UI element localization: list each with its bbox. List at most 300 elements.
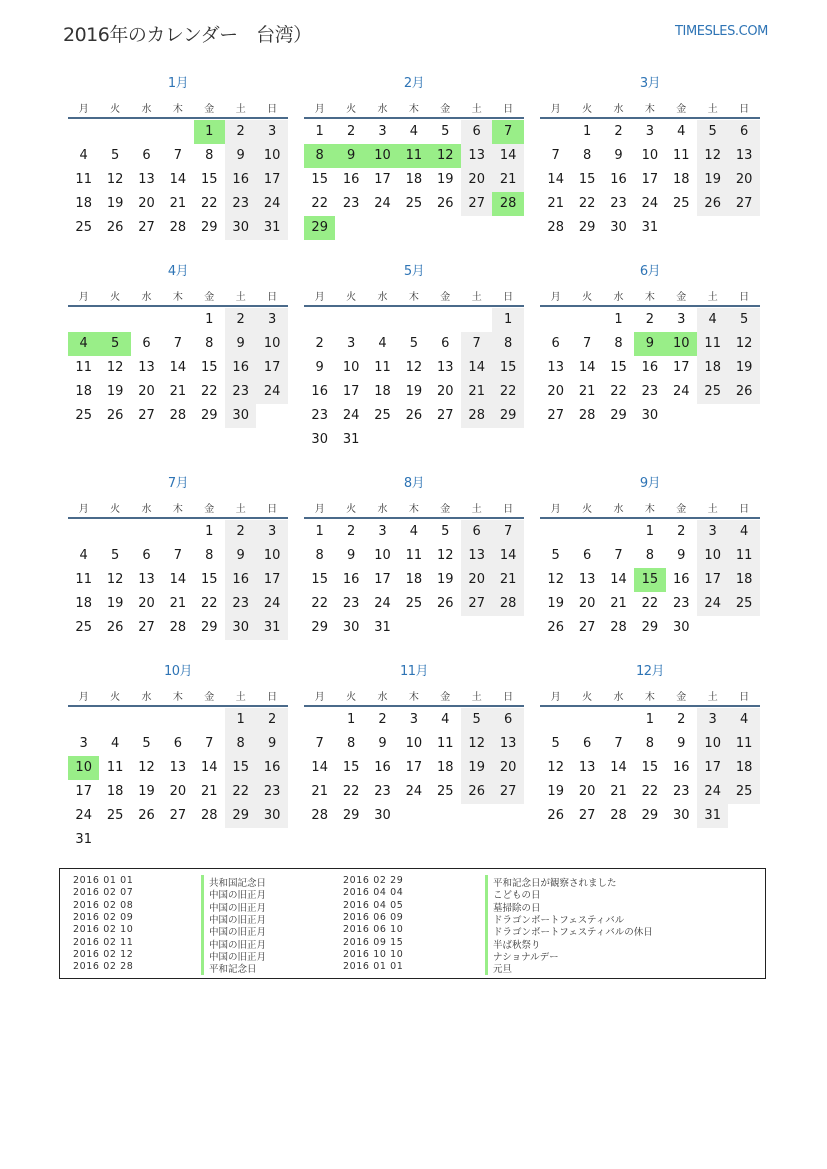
- day-cell: 22: [311, 596, 328, 611]
- month-name: 4月: [167, 264, 189, 279]
- day-cell: 22: [201, 384, 218, 399]
- day-cell: 26: [461, 780, 492, 804]
- day-cell: 15: [311, 572, 328, 587]
- day-cell: 28: [461, 404, 492, 428]
- weekday-label: 日: [503, 504, 514, 515]
- holiday-name: こどもの日: [485, 887, 541, 901]
- day-cell: 30: [225, 404, 256, 428]
- holiday-date: 2016 01 01: [343, 961, 404, 973]
- day-cell: 6: [142, 336, 151, 351]
- weekday-label: 水: [141, 292, 152, 303]
- day-cell: 20: [169, 784, 187, 799]
- day-cell: 12: [138, 760, 155, 775]
- day-cell: 6: [173, 736, 183, 751]
- day-cell: 5: [409, 336, 419, 351]
- day-cell: 14: [461, 356, 492, 380]
- header-rule: [68, 705, 288, 707]
- day-cell: 26: [697, 192, 728, 216]
- day-cell: 12: [547, 760, 564, 775]
- weekday-label: 土: [235, 292, 246, 303]
- day-cell: 4: [378, 336, 387, 351]
- day-cell: 15: [342, 760, 360, 775]
- holiday-name: ナショナルデー: [485, 949, 559, 963]
- weekday-label: 水: [613, 504, 624, 515]
- day-cell: 22: [492, 380, 523, 404]
- weekday-label: 日: [267, 104, 278, 115]
- day-cell: 24: [673, 384, 690, 399]
- weekday-label: 木: [408, 292, 419, 303]
- day-cell: 9: [677, 736, 686, 751]
- weekday-label: 火: [582, 692, 593, 703]
- day-cell: 15: [201, 572, 218, 587]
- weekday-label: 火: [110, 504, 121, 515]
- day-cell: 20: [437, 384, 454, 399]
- day-cell: 10: [374, 548, 391, 563]
- day-cell: 3: [346, 336, 356, 351]
- day-cell: 27: [578, 808, 596, 823]
- day-cell: 8: [346, 736, 356, 751]
- day-cell: 8: [645, 736, 655, 751]
- day-cell: 17: [697, 756, 728, 780]
- day-cell: 23: [342, 196, 360, 211]
- day-cell: 25: [673, 196, 690, 211]
- day-cell: 8: [645, 548, 655, 563]
- weekday-label: 月: [550, 692, 561, 703]
- holiday-name: 中国の旧正月: [201, 900, 266, 914]
- day-cell: 24: [697, 592, 728, 616]
- day-cell: 14: [610, 572, 627, 587]
- holiday-date: 2016 02 11: [73, 936, 134, 948]
- day-cell: 27: [547, 408, 564, 423]
- day-cell: 12: [697, 144, 728, 168]
- day-cell: 26: [547, 808, 564, 823]
- holiday-day-cell: 10: [68, 756, 99, 780]
- brand-logo-text[interactable]: TIMESLES.COM: [674, 24, 768, 39]
- weekday-label: 火: [110, 692, 121, 703]
- weekday-label: 水: [377, 504, 388, 515]
- day-cell: 5: [142, 736, 151, 751]
- day-cell: 9: [225, 332, 256, 356]
- day-cell: 13: [461, 544, 492, 568]
- day-cell: 31: [641, 220, 659, 235]
- day-cell: 5: [441, 524, 450, 539]
- day-cell: 5: [110, 548, 120, 563]
- day-cell: 5: [551, 548, 560, 563]
- day-cell: 29: [201, 220, 218, 235]
- weekday-label: 金: [676, 104, 687, 115]
- day-cell: 19: [106, 196, 124, 211]
- day-cell: 22: [342, 784, 360, 799]
- weekday-label: 土: [235, 504, 246, 515]
- day-cell: 1: [614, 312, 623, 327]
- month-name: 5月: [403, 264, 425, 279]
- day-cell: 13: [437, 360, 454, 375]
- day-cell: 9: [315, 360, 324, 375]
- day-cell: 13: [728, 144, 759, 168]
- day-cell: 21: [492, 568, 523, 592]
- weekday-label: 木: [408, 104, 419, 115]
- month-name: 11月: [399, 664, 429, 679]
- day-cell: 1: [645, 712, 655, 727]
- day-cell: 15: [578, 172, 596, 187]
- day-cell: 10: [697, 732, 728, 756]
- day-cell: 25: [374, 408, 391, 423]
- day-cell: 15: [641, 760, 659, 775]
- day-cell: 19: [138, 784, 155, 799]
- day-cell: 16: [673, 572, 690, 587]
- day-cell: 24: [405, 784, 423, 799]
- holiday-day-cell: 5: [99, 332, 130, 356]
- holiday-list: [59, 868, 766, 979]
- day-cell: 29: [342, 808, 360, 823]
- weekday-label: 金: [204, 292, 215, 303]
- holiday-day-cell: 11: [398, 144, 429, 168]
- day-cell: 5: [110, 148, 120, 163]
- day-cell: 27: [728, 192, 759, 216]
- day-cell: 13: [547, 360, 564, 375]
- day-cell: 25: [405, 196, 423, 211]
- day-cell: 14: [547, 172, 564, 187]
- day-cell: 13: [138, 572, 155, 587]
- holiday-date: 2016 06 09: [343, 911, 404, 923]
- day-cell: 26: [138, 808, 155, 823]
- day-cell: 12: [728, 332, 759, 356]
- day-cell: 25: [75, 408, 92, 423]
- day-cell: 17: [405, 760, 423, 775]
- day-cell: 15: [201, 172, 218, 187]
- weekday-label: 水: [141, 692, 152, 703]
- holiday-name: 中国の旧正月: [201, 937, 266, 951]
- day-cell: 14: [201, 760, 218, 775]
- holiday-date: 2016 02 09: [73, 911, 134, 923]
- month-name: 3月: [639, 76, 661, 91]
- day-cell: 31: [342, 432, 360, 447]
- day-cell: 28: [610, 808, 627, 823]
- header-rule: [304, 517, 524, 519]
- day-cell: 21: [461, 380, 492, 404]
- day-cell: 23: [374, 784, 391, 799]
- day-cell: 23: [256, 780, 287, 804]
- day-cell: 11: [673, 148, 690, 163]
- weekday-label: 金: [440, 292, 451, 303]
- day-cell: 17: [673, 360, 690, 375]
- weekday-label: 月: [78, 692, 89, 703]
- day-cell: 2: [225, 308, 256, 332]
- weekday-label: 月: [314, 292, 325, 303]
- day-cell: 3: [256, 520, 287, 544]
- day-cell: 22: [201, 196, 218, 211]
- day-cell: 12: [437, 548, 454, 563]
- day-cell: 18: [437, 760, 454, 775]
- day-cell: 23: [641, 384, 659, 399]
- day-cell: 21: [578, 384, 596, 399]
- day-cell: 8: [614, 336, 623, 351]
- day-cell: 24: [374, 196, 391, 211]
- weekday-label: 日: [503, 292, 514, 303]
- weekday-label: 月: [314, 504, 325, 515]
- holiday-day-cell: 9: [335, 144, 366, 168]
- day-cell: 31: [75, 832, 92, 847]
- day-cell: 13: [461, 144, 492, 168]
- day-cell: 19: [106, 384, 124, 399]
- day-cell: 4: [677, 124, 686, 139]
- day-cell: 23: [673, 784, 690, 799]
- day-cell: 30: [225, 616, 256, 640]
- weekday-label: 木: [644, 292, 655, 303]
- day-cell: 17: [256, 568, 287, 592]
- day-cell: 12: [547, 572, 564, 587]
- day-cell: 28: [578, 408, 596, 423]
- day-cell: 2: [677, 524, 686, 539]
- day-cell: 29: [610, 408, 627, 423]
- day-cell: 8: [205, 148, 214, 163]
- day-cell: 30: [225, 216, 256, 240]
- month-name: 9月: [639, 476, 661, 491]
- header-rule: [540, 705, 760, 707]
- day-cell: 2: [677, 712, 686, 727]
- day-cell: 25: [728, 592, 759, 616]
- month-name: 8月: [403, 476, 425, 491]
- day-cell: 27: [461, 592, 492, 616]
- holiday-date: 2016 02 07: [73, 887, 134, 899]
- day-cell: 26: [405, 408, 423, 423]
- day-cell: 21: [201, 784, 218, 799]
- holiday-name: ドラゴンボートフェスティバルの休日: [485, 924, 653, 938]
- day-cell: 30: [673, 808, 690, 823]
- weekday-label: 金: [204, 104, 215, 115]
- day-cell: 28: [610, 620, 627, 635]
- day-cell: 7: [582, 336, 592, 351]
- weekday-label: 金: [676, 692, 687, 703]
- holiday-date: 2016 02 28: [73, 961, 134, 973]
- day-cell: 9: [677, 548, 686, 563]
- weekday-label: 月: [314, 692, 325, 703]
- day-cell: 3: [79, 736, 88, 751]
- day-cell: 5: [461, 708, 492, 732]
- day-cell: 10: [342, 360, 360, 375]
- day-cell: 7: [173, 148, 183, 163]
- header-rule: [540, 117, 760, 119]
- day-cell: 5: [728, 308, 759, 332]
- day-cell: 28: [169, 408, 187, 423]
- holiday-day-cell: 1: [194, 120, 225, 144]
- day-cell: 3: [409, 712, 419, 727]
- day-cell: 13: [492, 732, 523, 756]
- day-cell: 6: [582, 736, 592, 751]
- day-cell: 4: [79, 148, 88, 163]
- holiday-name: 中国の旧正月: [201, 887, 266, 901]
- day-cell: 26: [106, 408, 124, 423]
- day-cell: 31: [374, 620, 391, 635]
- day-cell: 11: [437, 736, 454, 751]
- day-cell: 6: [142, 548, 151, 563]
- day-cell: 14: [169, 360, 187, 375]
- day-cell: 10: [256, 544, 287, 568]
- day-cell: 2: [614, 124, 623, 139]
- day-cell: 27: [138, 408, 155, 423]
- day-cell: 1: [315, 124, 324, 139]
- day-cell: 17: [697, 568, 728, 592]
- month-name: 7月: [167, 476, 189, 491]
- day-cell: 7: [461, 332, 492, 356]
- weekday-label: 金: [204, 692, 215, 703]
- day-cell: 23: [342, 596, 360, 611]
- day-cell: 3: [645, 124, 655, 139]
- day-cell: 25: [437, 784, 454, 799]
- day-cell: 11: [374, 360, 391, 375]
- weekday-label: 木: [644, 504, 655, 515]
- day-cell: 11: [405, 548, 423, 563]
- day-cell: 27: [461, 192, 492, 216]
- holiday-date: 2016 04 04: [343, 887, 404, 899]
- day-cell: 30: [311, 432, 328, 447]
- day-cell: 17: [342, 384, 360, 399]
- weekday-label: 火: [346, 292, 357, 303]
- day-cell: 21: [169, 384, 187, 399]
- weekday-label: 金: [676, 292, 687, 303]
- day-cell: 3: [256, 120, 287, 144]
- day-cell: 6: [582, 548, 592, 563]
- day-cell: 18: [75, 596, 92, 611]
- day-cell: 8: [492, 332, 523, 356]
- weekday-label: 日: [267, 292, 278, 303]
- weekday-label: 日: [739, 104, 750, 115]
- month-name: 2月: [403, 76, 425, 91]
- holiday-day-cell: 29: [304, 216, 335, 240]
- day-cell: 25: [106, 808, 124, 823]
- holiday-date: 2016 02 08: [73, 899, 134, 911]
- day-cell: 27: [138, 220, 155, 235]
- holiday-name: 中国の旧正月: [201, 924, 266, 938]
- weekday-label: 土: [471, 692, 482, 703]
- day-cell: 3: [677, 312, 686, 327]
- day-cell: 13: [578, 572, 596, 587]
- day-cell: 1: [315, 524, 324, 539]
- weekday-label: 月: [550, 292, 561, 303]
- day-cell: 5: [441, 124, 450, 139]
- day-cell: 2: [346, 124, 356, 139]
- weekday-label: 日: [739, 692, 750, 703]
- weekday-label: 火: [582, 292, 593, 303]
- day-cell: 18: [405, 172, 423, 187]
- day-cell: 24: [75, 808, 92, 823]
- day-cell: 15: [492, 356, 523, 380]
- day-cell: 10: [697, 544, 728, 568]
- weekday-label: 月: [78, 104, 89, 115]
- day-cell: 6: [492, 708, 523, 732]
- day-cell: 9: [346, 548, 356, 563]
- weekday-label: 火: [110, 292, 121, 303]
- day-cell: 12: [461, 732, 492, 756]
- holiday-day-cell: 15: [634, 568, 665, 592]
- weekday-label: 木: [172, 104, 183, 115]
- day-cell: 29: [201, 620, 218, 635]
- day-cell: 17: [256, 356, 287, 380]
- day-cell: 1: [205, 312, 214, 327]
- day-cell: 21: [492, 168, 523, 192]
- month-name: 6月: [639, 264, 661, 279]
- day-cell: 6: [728, 120, 759, 144]
- weekday-label: 日: [739, 504, 750, 515]
- day-cell: 17: [641, 172, 659, 187]
- day-cell: 11: [728, 544, 759, 568]
- day-cell: 25: [728, 780, 759, 804]
- weekday-label: 火: [346, 504, 357, 515]
- day-cell: 17: [256, 168, 287, 192]
- day-cell: 15: [225, 756, 256, 780]
- day-cell: 20: [138, 196, 155, 211]
- weekday-label: 金: [440, 504, 451, 515]
- day-cell: 26: [728, 380, 759, 404]
- holiday-date: 2016 02 12: [73, 948, 134, 960]
- weekday-label: 火: [346, 104, 357, 115]
- day-cell: 2: [225, 520, 256, 544]
- holiday-day-cell: 9: [634, 332, 665, 356]
- day-cell: 28: [169, 220, 187, 235]
- day-cell: 4: [409, 524, 419, 539]
- day-cell: 16: [374, 760, 391, 775]
- day-cell: 11: [75, 172, 92, 187]
- day-cell: 11: [106, 760, 124, 775]
- day-cell: 23: [610, 196, 627, 211]
- weekday-label: 火: [110, 104, 121, 115]
- weekday-label: 水: [141, 504, 152, 515]
- day-cell: 18: [728, 756, 759, 780]
- day-cell: 9: [378, 736, 387, 751]
- day-cell: 28: [201, 808, 218, 823]
- weekday-label: 土: [235, 692, 246, 703]
- day-cell: 12: [106, 360, 124, 375]
- weekday-label: 日: [503, 104, 514, 115]
- day-cell: 20: [138, 384, 155, 399]
- holiday-date: 2016 06 10: [343, 924, 404, 936]
- weekday-label: 水: [613, 104, 624, 115]
- day-cell: 7: [492, 520, 523, 544]
- day-cell: 22: [311, 196, 328, 211]
- day-cell: 19: [547, 596, 564, 611]
- day-cell: 2: [378, 712, 387, 727]
- day-cell: 7: [614, 548, 623, 563]
- day-cell: 4: [728, 520, 759, 544]
- day-cell: 17: [75, 784, 92, 799]
- day-cell: 7: [173, 548, 183, 563]
- day-cell: 25: [697, 380, 728, 404]
- day-cell: 3: [256, 308, 287, 332]
- day-cell: 19: [461, 756, 492, 780]
- day-cell: 7: [551, 148, 560, 163]
- month-name: 12月: [635, 664, 665, 679]
- day-cell: 4: [409, 124, 419, 139]
- weekday-label: 月: [78, 292, 89, 303]
- day-cell: 29: [578, 220, 596, 235]
- day-cell: 29: [492, 404, 523, 428]
- day-cell: 14: [311, 760, 328, 775]
- day-cell: 30: [673, 620, 690, 635]
- day-cell: 28: [492, 592, 523, 616]
- day-cell: 7: [614, 736, 623, 751]
- day-cell: 16: [225, 168, 256, 192]
- day-cell: 16: [256, 756, 287, 780]
- day-cell: 24: [641, 196, 659, 211]
- day-cell: 31: [697, 804, 728, 828]
- day-cell: 14: [169, 172, 187, 187]
- day-cell: 12: [405, 360, 423, 375]
- day-cell: 7: [315, 736, 324, 751]
- day-cell: 23: [311, 408, 328, 423]
- day-cell: 1: [582, 124, 592, 139]
- weekday-label: 火: [346, 692, 357, 703]
- weekday-label: 土: [707, 692, 718, 703]
